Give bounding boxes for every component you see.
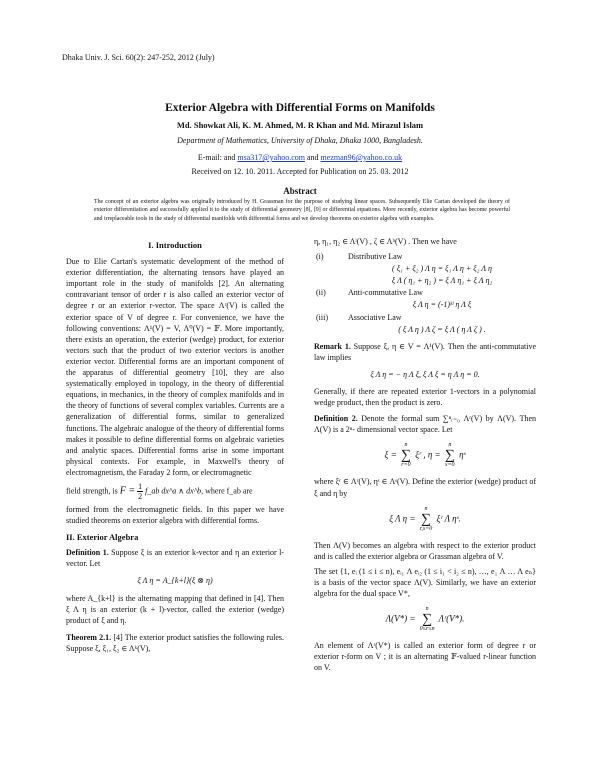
sigma-icon: ∑ (444, 448, 455, 464)
law-formula: ξ Λ ( η₁ + η₂ ) = ξ Λ η₁ + ξ Λ η₂ (391, 276, 493, 286)
sum-equation-2 (314, 506, 536, 533)
theorem-continuation: η, η₁, η₂ ∈ Λˡ(V) , ζ ∈ Λʰ(V) . Then we have (314, 237, 457, 246)
email-link-1[interactable]: msa317@yahoo.com (237, 153, 305, 162)
sum-bottom: r,s=0 (419, 525, 433, 532)
sum-top: n (404, 442, 408, 449)
sum-symbol (445, 442, 455, 469)
law-number: (iii) (316, 312, 328, 322)
field-prefix: field strength, is (66, 486, 118, 496)
sum-equation-1 (314, 442, 536, 469)
sum-symbol (420, 606, 435, 633)
email-and: and (306, 153, 319, 162)
theorem-label: Theorem 2.1. (66, 632, 112, 642)
abstract-text: The concept of an exterior algebra was originally introduced by H. Grassman for the purpose of studying linear spaces. Subsequently Elie Cartan developed the theory of exterior differentiation and successfully applied it to the study of differential geometry [8], [9] or differential equations. More recently, exterior algebra has become powerful and irreplaceable tools in the study of differential manifolds with differential forms and we develop theorems on exterior algebra with examples. (94, 199, 510, 222)
sum3-term: ξʳ Λ ηˢ. (436, 513, 461, 524)
sum1-term: ξʳ (415, 449, 422, 460)
definition-1-text: Suppose ξ is an exterior k-vector and η an exterior l-vector. Let (66, 548, 284, 569)
sum3-lhs: ξ Λ η = (389, 513, 416, 524)
remark-equation: ξ Λ η = − η Λ ξ, ξ Λ ξ = η Λ η = 0. (370, 369, 480, 379)
sigma-icon: ∑ (421, 511, 431, 527)
theorem-text: [4] The exterior product satisfies the following rules. Suppose ξ, ξ₁, ξ₂ ∈ Λᵏ(V), (66, 632, 285, 653)
fraction-half (137, 482, 143, 501)
basis-paragraph: The set {1, eᵢ (1 ≤ i ≤ n), eᵢ₁ Λ eᵢ₂ (1 ≤ i₁ < i₂ ≤ n), …, e₁ Λ … Λ eₙ} is a basis of the vector space Λ(V). Similarly, we have an exterior algebra for the dual space V*, (314, 566, 536, 598)
law-name: Associative Law (348, 312, 402, 322)
received-date: Received on 12. 10. 2011. Accepted for Publication on 25. 03. 2012 (191, 167, 409, 176)
sum-top: n (448, 442, 452, 449)
field-formula: f_ab dx^a ∧ dx^b (145, 486, 202, 496)
frac-den: 2 (138, 491, 143, 501)
sigma-icon: ∑ (422, 612, 433, 628)
sum2-lhs: , η = (423, 449, 441, 460)
sum-bottom: 0≤r≤n (419, 626, 435, 633)
email-link-2[interactable]: mezman96@yahoo.co.uk (320, 153, 403, 162)
intro-paragraph-2: formed from the electromagnetic fields. In this paper we have studied theorems on exterior algebra with differential forms. (66, 504, 284, 526)
field-F: F = (119, 485, 136, 497)
law-formula: ( ξ Λ η ) Λ ζ = ξ Λ ( η Λ ζ ) . (398, 324, 486, 334)
affiliation: Department of Mathematics, University of Dhaka, Dhaka 1000, Bangladesh. (177, 136, 423, 145)
sigma-icon: ∑ (400, 448, 411, 464)
field-suffix: , where f_ab are (201, 486, 253, 496)
author-list: Md. Showkat Ali, K. M. Ahmed, M. R Khan and Md. Mirazul Islam (176, 120, 424, 130)
remark-explanation: Generally, if there are repeated exterior 1-vectors in a polynomial wedge product, then the product is zero. (314, 387, 536, 408)
frac-num: 1 (138, 481, 143, 491)
sum1-lhs: ξ = (384, 449, 397, 460)
journal-citation: Dhaka Univ. J. Sci. 60(2): 247-252, 2012 (July) (62, 53, 215, 62)
definition-2 (314, 413, 536, 435)
email-line (0, 153, 600, 162)
intro-paragraph: Due to Elie Cartan's systematic development of the method of exterior differentiation, the alternating tensors have played an important role in the study of manifolds [2]. An alternating contravariant tensor of order r is also called an exterior vector of degree r or an exterior r-vector. The space Λʳ(V) is called the exterior space of V of degree r. For convenience, we have the following conventions: Λ¹(V) = V, Λ⁰(V) = 𝔽. More importantly, there exists an operation, the exterior (wedge) product, for exterior vectors such that the product of two exterior vectors is another exterior vector. Differential forms are an important component of the apparatus of differential geometry [10], they are also systematically employed in topology, in the theory of differential equations, in mechanics, in the theory of complex manifolds and in the theory of functions of several complex variables. Currents are a generalization of differential forms, similar to generalized functions. The algebraic analogue of the theory of differential forms makes it possible to define differential forms on algebraic varieties and analytic spaces. Differential forms arise in some important physical contexts. For example, in Maxwell's theory of electromagnetism, the Faraday 2 form, or electromagnetic (66, 257, 284, 477)
law-name: Distributive Law (348, 252, 403, 262)
paper-title: Exterior Algebra with Differential Forms on Manifolds (165, 102, 435, 114)
law-item (314, 251, 536, 262)
definition-1-label: Definition 1. (66, 548, 109, 558)
sum-bottom: s=0 (445, 462, 455, 469)
definition-1-explanation: where A_{k+l} is the alternating mapping that defined in [4]. Then ξ Λ η is an exterior (k + l)-vector, called the exterior (wedge) product of ξ and η. (66, 593, 284, 625)
field-strength-line (66, 482, 284, 501)
exterior-form-paragraph: An element of Λʳ(V*) is called an exterior form of degree r or exterior r-form on V ; it is an alternating 𝔽-valued r-linear function on V. (314, 641, 536, 673)
remark-1 (314, 341, 536, 363)
law-formula: ξ Λ η = (-1)ᵏˡ η Λ ξ (412, 300, 472, 310)
section-heading-exterior-algebra: II. Exterior Algebra (66, 532, 139, 543)
sum-equation-3 (314, 606, 536, 633)
theorem-2-1 (66, 632, 284, 654)
definition-1-equation: ξ Λ η = A_{k+l}(ξ ⊗ η) (137, 576, 213, 586)
law-item (314, 287, 536, 298)
law-number: (ii) (316, 288, 326, 298)
sum4-term: Λʳ(V*). (438, 613, 465, 624)
sum-symbol (420, 506, 433, 533)
algebra-paragraph: Then Λ(V) becomes an algebra with respect to the exterior product and is called the exterior algebra or Grassman algebra of V. (314, 540, 536, 561)
section-heading-introduction: I. Introduction (148, 240, 202, 250)
law-item (314, 312, 536, 323)
sum4-lhs: Λ(V*) = (385, 613, 416, 624)
left-column (66, 236, 284, 658)
right-column (314, 236, 536, 677)
definition-2-text: Denote the formal sum ∑ⁿᵣ₌₀ Λʳ(V) by Λ(V). Then Λ(V) is a 2ⁿ- dimensional vector space. Let (314, 414, 537, 435)
law-number: (i) (316, 252, 324, 262)
law-name: Anti-commutative Law (348, 288, 423, 298)
remark-text: Suppose ξ, η ∈ V = Λ¹(V). Then the anti-commutative law implies (314, 341, 537, 362)
law-formula: ( ξ₁ + ξ₂ ) Λ η = ξ₁ Λ η + ξ₂ Λ η (392, 264, 492, 274)
sum-top: n (424, 505, 428, 512)
abstract-heading: Abstract (283, 186, 317, 196)
definition-2-label: Definition 2. (314, 414, 358, 424)
sum-top: n (425, 606, 429, 613)
definition-2-explanation: where ξʳ ∈ Λʳ(V), ηˢ ∈ Λˢ(V). Define the exterior (wedge) product of ξ and η by (314, 477, 536, 498)
sum-symbol (401, 442, 411, 469)
remark-label: Remark 1. (314, 341, 351, 351)
definition-1 (66, 547, 284, 569)
sum-bottom: r=0 (401, 462, 411, 469)
sum2-term: ηˢ (459, 449, 466, 460)
email-prefix: E-mail: and (197, 153, 236, 162)
